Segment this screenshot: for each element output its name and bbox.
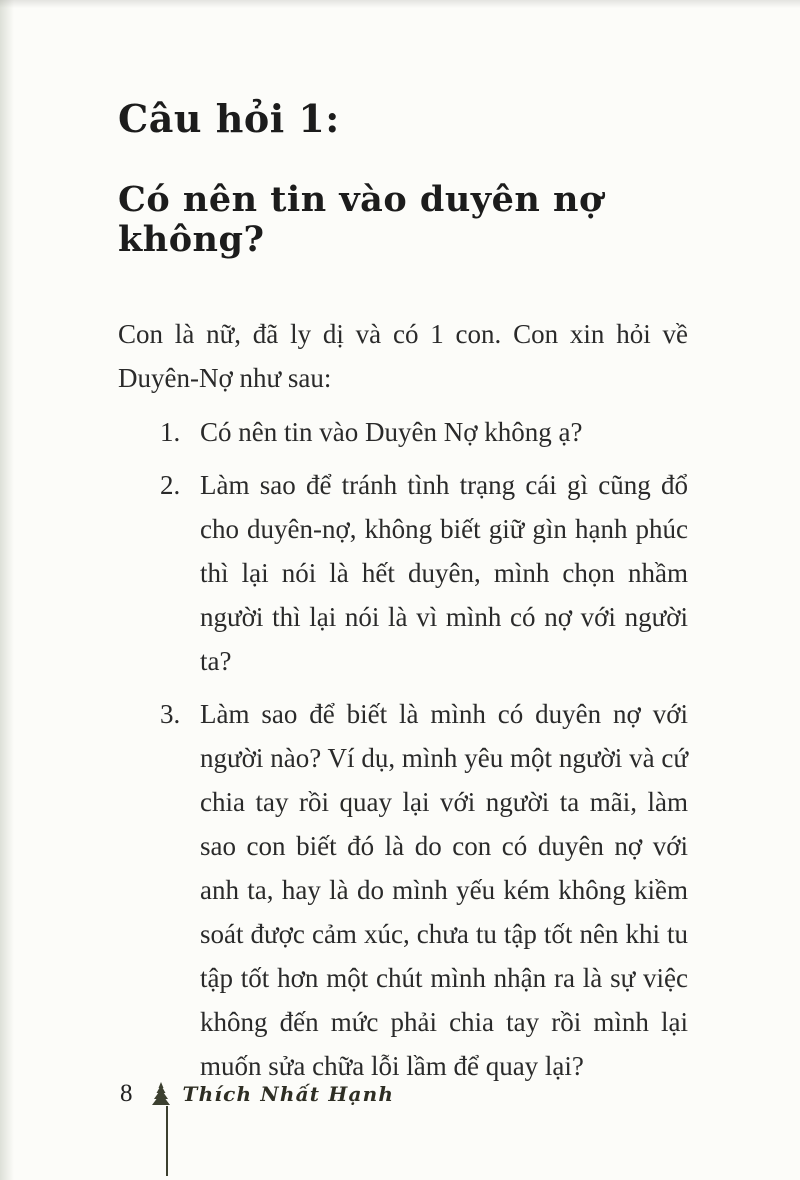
list-item (160, 692, 688, 1088)
list-item (160, 463, 688, 683)
author-name: Thích Nhất Hạnh (182, 1082, 395, 1106)
list-item-text: Có nên tin vào Duyên Nợ không ạ? (200, 417, 583, 448)
list-item-number: 3. (160, 699, 181, 730)
intro-paragraph: Con là nữ, đã ly dị và có 1 con. Con xin hỏi về Duyên-Nợ như sau: (118, 319, 688, 394)
page-footer (120, 1080, 394, 1108)
question-number-heading: Câu hỏi 1: (118, 96, 340, 141)
list-item-text: Làm sao để biết là mình có duyên nợ với người nào? Ví dụ, mình yêu một người và cứ chia tay rồi quay lại với người ta mãi, làm sao con biết đó là do con có duyên nợ với anh ta, hay là do mình yếu kém không kiềm soát được cảm xúc, chưa tu tập tốt nên khi tu tập tốt hơn một chút mình nhận ra là sự việc không đến mức phải chia tay rồi mình lại muốn sửa chữa lỗi lầm để quay lại? (200, 699, 688, 1082)
question-list (118, 410, 688, 1088)
page-title: Có nên tin vào duyên nợ không? (118, 178, 603, 261)
pine-tree-icon (149, 1082, 173, 1106)
list-item (160, 410, 688, 454)
page-number: 8 (120, 1080, 133, 1107)
list-item-number: 2. (160, 470, 181, 501)
list-item-text: Làm sao để tránh tình trạng cái gì cũng đổ cho duyên-nợ, không biết giữ gìn hạnh phúc thì lại nói là hết duyên, mình chọn nhầm người thì lại nói là vì mình có nợ với người ta? (200, 470, 688, 677)
tree-trunk-line (166, 1106, 168, 1176)
list-item-number: 1. (160, 417, 181, 448)
